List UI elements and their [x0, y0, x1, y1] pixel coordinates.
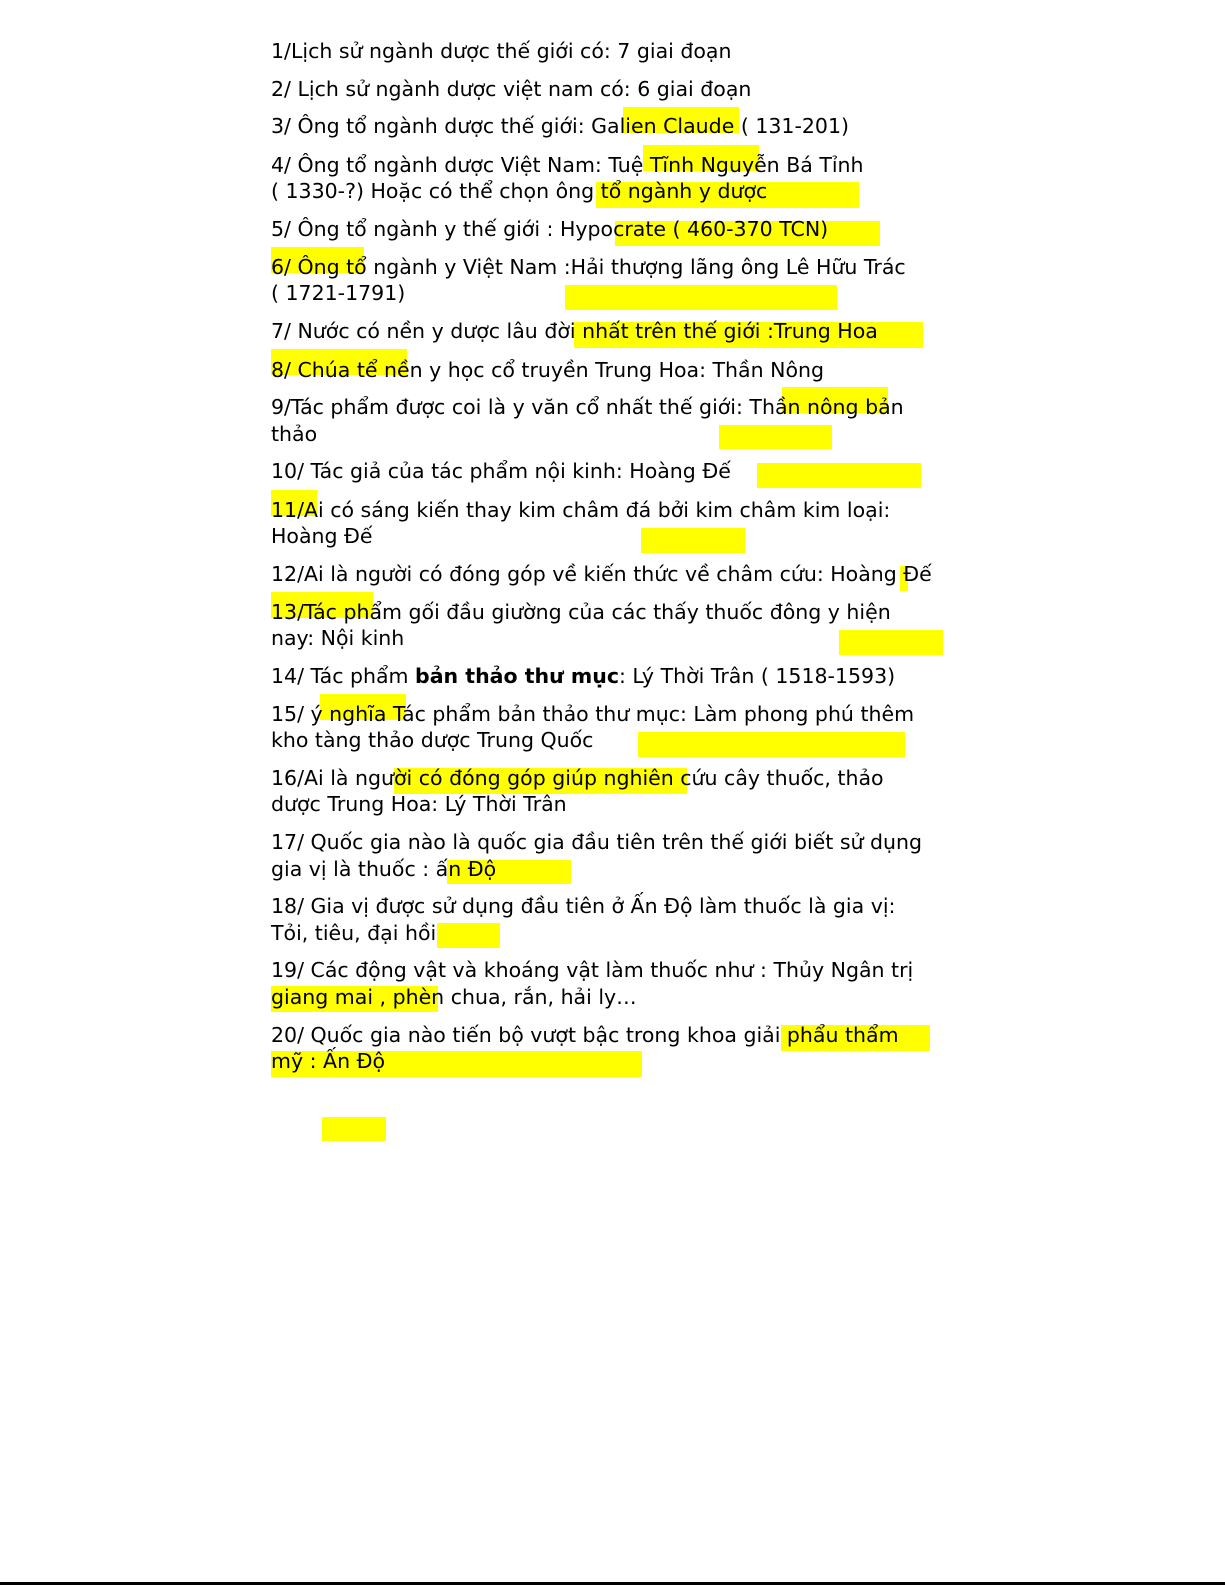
text-line-13a: 13/Tác phẩm gối đầu giường của các thấy thuốc đông y hiện — [271, 600, 891, 624]
highlight-mark — [839, 630, 943, 655]
text-line-20b: mỹ : Ấn Độ — [271, 1049, 386, 1073]
text-line-17b: gia vị là thuốc : ấn Độ — [271, 857, 497, 881]
text-line-16b: dược Trung Hoa: Lý Thời Trân — [271, 792, 567, 816]
text-line-15a: 15/ ý nghĩa Tác phẩm bản thảo thư mục: Làm phong phú thêm — [271, 702, 915, 726]
text-line-14-bold-title: bản thảo thư mục — [415, 664, 619, 688]
highlight-mark — [757, 463, 921, 488]
highlight-mark — [437, 923, 500, 948]
text-line-19b: giang mai , phèn chua, rắn, hải ly… — [271, 985, 637, 1009]
text-line-7: 7/ Nước có nền y dược lâu đời nhất trên thế giới :Trung Hoa — [271, 319, 878, 343]
text-line-6a: 6/ Ông tổ ngành y Việt Nam :Hải thượng lãng ông Lê Hữu Trác — [271, 255, 906, 279]
text-line-6b: ( 1721-1791) — [271, 281, 406, 305]
text-line-5: 5/ Ông tổ ngành y thế giới : Hypocrate ( 460-370 TCN) — [271, 217, 829, 241]
text-line-8: 8/ Chúa tể nền y học cổ truyền Trung Hoa: Thần Nông — [271, 358, 824, 382]
text-line-11a: 11/Ai có sáng kiến thay kim châm đá bởi kim châm kim loại: — [271, 498, 891, 522]
text-line-11b: Hoàng Đế — [271, 524, 373, 548]
text-line-14 — [271, 663, 895, 689]
highlight-mark — [719, 425, 832, 449]
text-line-18a: 18/ Gia vị được sử dụng đầu tiên ở Ấn Độ làm thuốc là gia vị: — [271, 894, 896, 918]
text-line-10: 10/ Tác giả của tác phẩm nội kinh: Hoàng Đế — [271, 459, 731, 483]
text-line-14-prefix: 14/ Tác phẩm — [271, 664, 416, 688]
highlight-mark — [638, 732, 905, 757]
text-line-19a: 19/ Các động vật và khoáng vật làm thuốc như : Thủy Ngân trị — [271, 958, 914, 982]
text-line-15b: kho tàng thảo dược Trung Quốc — [271, 728, 594, 752]
text-line-12: 12/Ai là người có đóng góp về kiến thức về châm cứu: Hoàng Đế — [271, 562, 932, 586]
text-line-4b: ( 1330-?) Hoặc có thể chọn ông tổ ngành y dược — [271, 179, 768, 203]
text-line-20a: 20/ Quốc gia nào tiến bộ vượt bậc trong khoa giải phẩu thẩm — [271, 1023, 899, 1047]
text-line-9b: thảo — [271, 422, 318, 446]
highlight-mark — [565, 285, 837, 310]
text-line-16a: 16/Ai là người có đóng góp giúp nghiên cứu cây thuốc, thảo — [271, 766, 884, 790]
text-line-1: 1/Lịch sử ngành dược thế giới có: 7 giai đoạn — [271, 39, 732, 63]
text-line-2: 2/ Lịch sử ngành dược việt nam có: 6 giai đoạn — [271, 77, 752, 101]
text-line-14-suffix: : Lý Thời Trân ( 1518-1593) — [618, 664, 896, 688]
text-line-9a: 9/Tác phẩm được coi là y văn cổ nhất thế giới: Thần nông bản — [271, 395, 904, 419]
text-line-17a: 17/ Quốc gia nào là quốc gia đầu tiên trên thế giới biết sử dụng — [271, 830, 923, 854]
text-line-18b: Tỏi, tiêu, đại hồi — [271, 921, 437, 945]
highlight-mark — [322, 1117, 386, 1141]
text-line-3: 3/ Ông tổ ngành dược thế giới: Galien Claude ( 131-201) — [271, 114, 849, 138]
text-line-13b: nay: Nội kinh — [271, 626, 405, 650]
highlight-mark — [641, 528, 745, 553]
text-line-4a: 4/ Ông tổ ngành dược Việt Nam: Tuệ Tĩnh Nguyễn Bá Tỉnh — [271, 153, 864, 177]
